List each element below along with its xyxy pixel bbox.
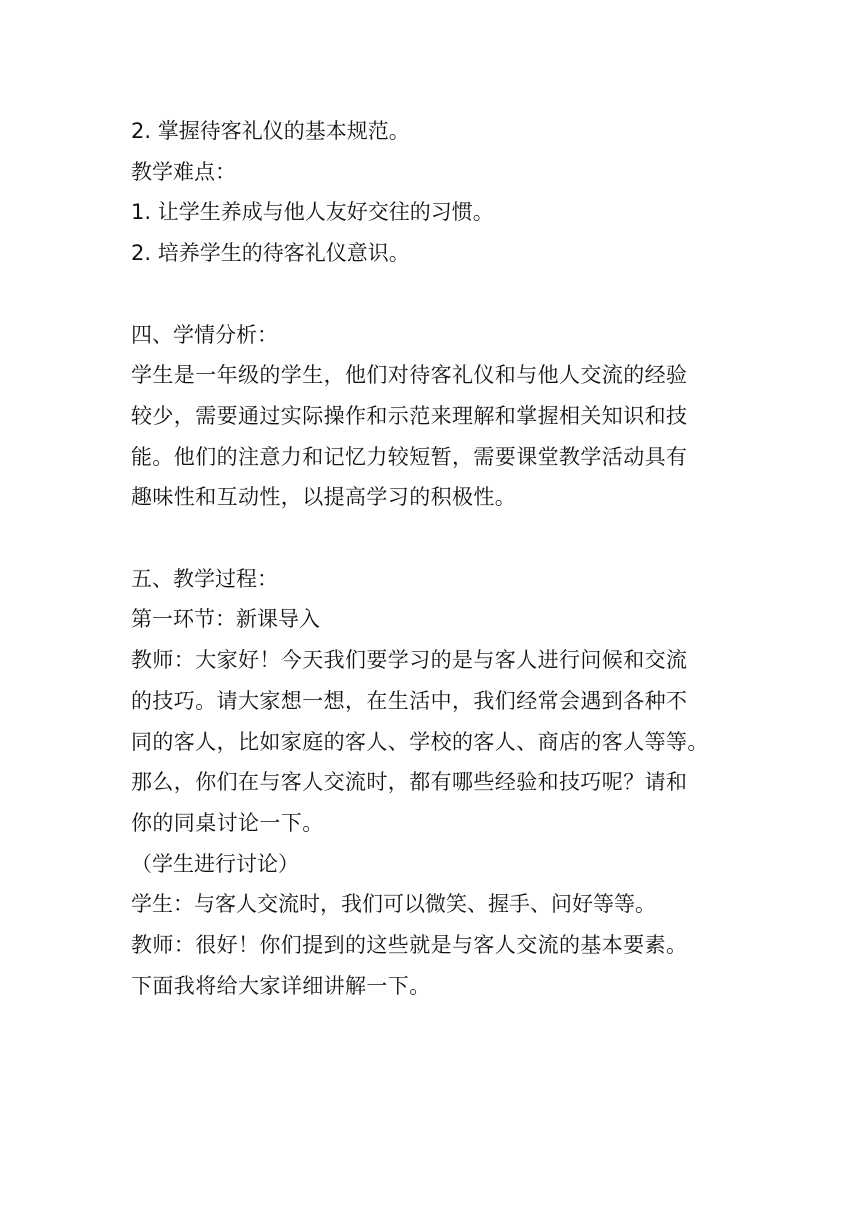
paragraph-line: 你的同桌讨论一下。	[131, 810, 324, 835]
paragraph-line: 能。他们的注意力和记忆力较短暂，需要课堂教学活动具有	[131, 444, 688, 469]
blank-line	[131, 518, 740, 559]
paragraph-line: 趣味性和互动性，以提高学习的积极性。	[131, 485, 517, 510]
paragraph-line: 下面我将给大家详细讲解一下。	[131, 973, 431, 998]
difficulty-heading: 教学难点：	[131, 159, 236, 184]
paragraph-line: 那么，你们在与客人交流时，都有哪些经验和技巧呢？请和	[131, 770, 688, 795]
paragraph-line: 同的客人，比如家庭的客人、学校的客人、商店的客人等等。	[131, 729, 709, 754]
teacher-response-paragraph	[131, 925, 740, 1006]
teacher-intro-paragraph	[131, 640, 740, 844]
student-discussion-note: （学生进行讨论）	[131, 851, 299, 876]
paragraph-line: 较少，需要通过实际操作和示范来理解和掌握相关知识和技	[131, 403, 688, 428]
analysis-paragraph	[131, 355, 740, 518]
process-heading: 五、教学过程：	[131, 566, 278, 591]
difficulty-item-2: 2. 培养学生的待客礼仪意识。	[131, 241, 410, 266]
paragraph-line: 的技巧。请大家想一想，在生活中，我们经常会遇到各种不	[131, 688, 688, 713]
paragraph-line: 学生是一年级的学生，他们对待客礼仪和与他人交流的经验	[131, 363, 688, 388]
student-answer: 学生：与客人交流时，我们可以微笑、握手、问好等等。	[131, 892, 656, 917]
stage-1-heading: 第一环节：新课导入	[131, 607, 320, 632]
goal-item-2: 2. 掌握待客礼仪的基本规范。	[131, 119, 410, 143]
paragraph-line: 教师：大家好！今天我们要学习的是与客人进行问候和交流	[131, 648, 688, 673]
difficulty-item-1: 1. 让学生养成与他人友好交往的习惯。	[131, 200, 494, 225]
analysis-heading: 四、学情分析：	[131, 322, 278, 347]
paragraph-line: 教师：很好！你们提到的这些就是与客人交流的基本要素。	[131, 933, 688, 958]
blank-line	[131, 274, 740, 315]
